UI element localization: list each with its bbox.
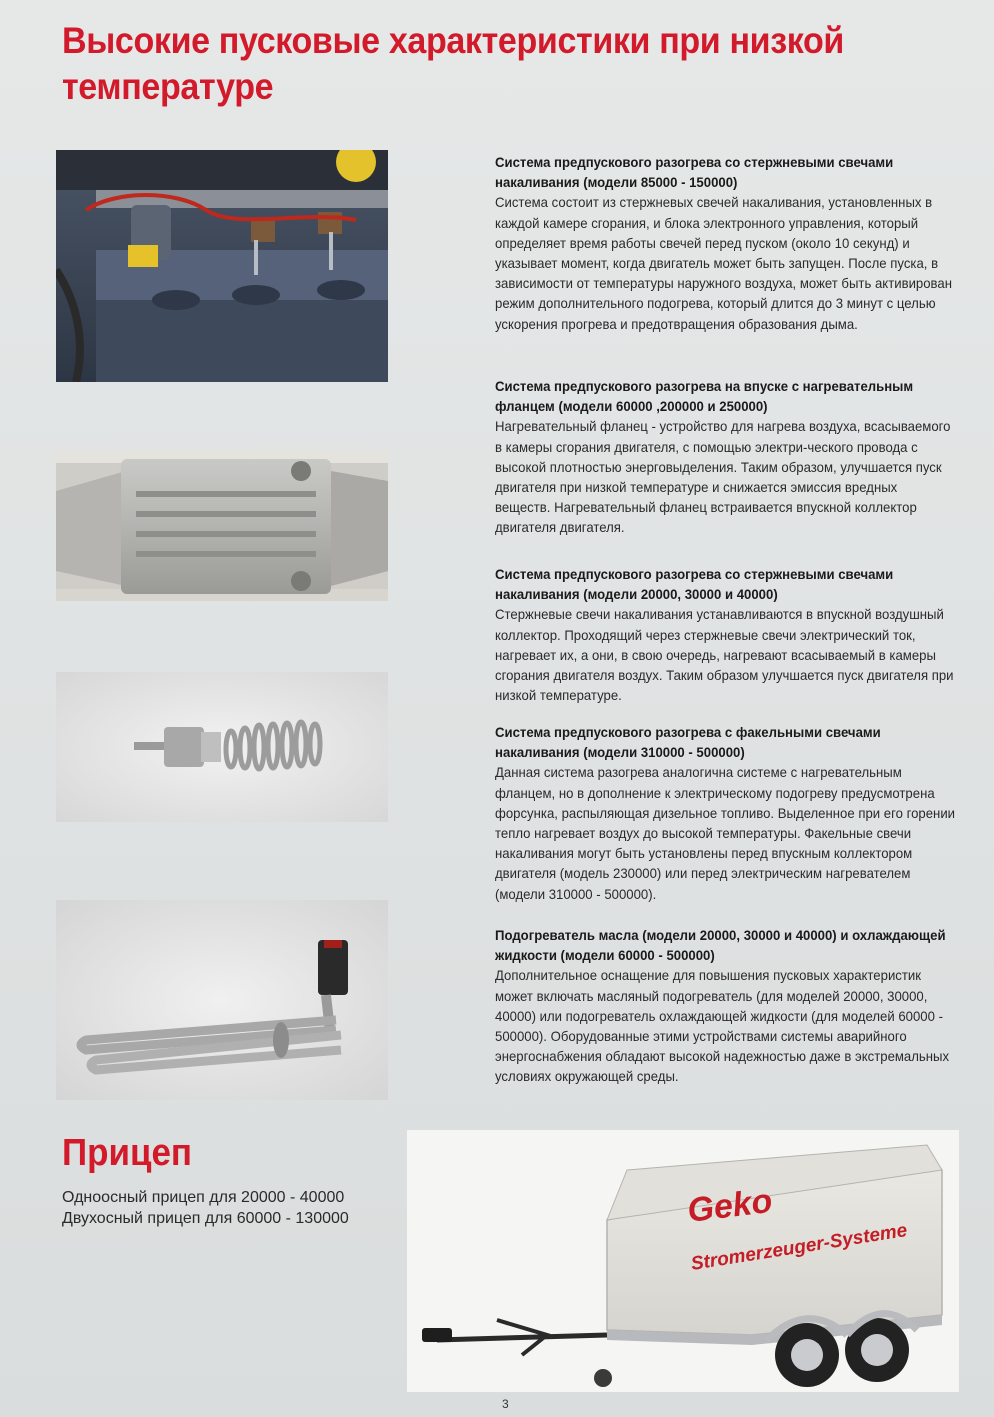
section-heading: Система предпускового разогрева с факельными свечами накаливания (модели 310000 - 500000) [495, 724, 881, 761]
section-heading: Система предпускового разогрева со стержневыми свечами накаливания (модели 20000, 30000 и 40000) [495, 566, 894, 603]
section-flame-glow-plugs [495, 722, 957, 904]
section-body: Данная система разогрева аналогична системе с нагревательным фланцем, но в дополнение к электрическому подогреву предусмотрена форсунка, распыляющая дизельное топливо. Выделенное при его горении тепло нагревает воздух до высокой температуры. Факельные свечи накаливания могут быть установлены перед впускным коллектором двигателя (модель 230000) или перед электрическим нагревателем (модели 310000 - 500000). [495, 764, 956, 902]
rod-glow-plug-photo [56, 672, 388, 822]
section-body: Стержневые свечи накаливания устанавливаются в впускной воздушный коллектор. Проходящий через стержневые свечи электрический ток, нагревает их, а они, в свою очередь, нагревают всасываемый в камеры сгорания двигателя воздух. Таким образом улучшается пуск двигателя при низкой температуре. [495, 606, 954, 704]
section-heading: Система предпускового разогрева на впуске с нагревательным фланцем (модели 60000 ,200000 и 250000) [495, 378, 914, 415]
trailer-line-single-axle: Одноосный прицеп для 20000 - 40000 [62, 1189, 345, 1206]
section-rod-glow-plugs-20000 [495, 564, 957, 705]
oil-heater-photo [56, 900, 388, 1100]
section-heading: Подогреватель масла (модели 20000, 30000 и 40000) и охлаждающей жидкости (модели 60000 - 500000) [495, 927, 946, 964]
engine-glow-plugs-photo [56, 150, 388, 382]
trailer-slogan-logo: Stromerzeuger-Systeme [689, 1220, 909, 1275]
page-title: Высокие пусковые характеристики при низкой температуре [62, 20, 844, 107]
section-body: Система состоит из стержневых свечей накаливания, установленных в каждой камере сгорания, и блока электронного управления, который определяет время работы свечей перед пуском (около 10 секунд) и указывает момент, когда двигатель может быть запущен. После пуска, в зависимости от температуры наружного воздуха, может быть активирован режим дополнительного подогрева, который длится до 3 минут с целью ускорения прогрева и предотвращения образования дыма. [495, 194, 952, 332]
trailer-title: Прицеп [62, 1132, 193, 1174]
section-heating-flange [495, 376, 957, 538]
section-body: Нагревательный фланец - устройство для нагрева воздуха, всасываемого в камеры сгорания двигателя, с помощью электри-ческого провода с высокой плотностью энерговыделения. Таким образом, улучшается пуск двигателя при низкой температуре и снижается эмиссия вредных веществ. Нагревательный фланец встраивается впускной коллектор двигателя двигателя. [495, 418, 951, 536]
section-heading: Система предпускового разогрева со стержневыми свечами накаливания (модели 85000 - 150000) [495, 154, 894, 191]
section-rod-glow-plugs-85000 [495, 152, 957, 334]
trailer-line-double-axle: Двухосный прицеп для 60000 - 130000 [62, 1210, 349, 1227]
trailer-brand-logo: Geko [685, 1181, 775, 1230]
trailer-photo [407, 1130, 959, 1392]
heating-flange-photo [56, 451, 388, 601]
page-number: 3 [502, 1397, 509, 1411]
section-body: Дополнительное оснащение для повышения пусковых характеристик может включать масляный подогреватель (для моделей 20000, 30000, 40000) или подогреватель охлаждающей жидкости (для моделей 60000 - 500000). Оборудованные этими устройствами системы аварийного энергоснабжения обладают высокой надежностью даже в экстремальных условиях окружающей среды. [495, 967, 950, 1085]
section-oil-coolant-heater [495, 925, 957, 1087]
